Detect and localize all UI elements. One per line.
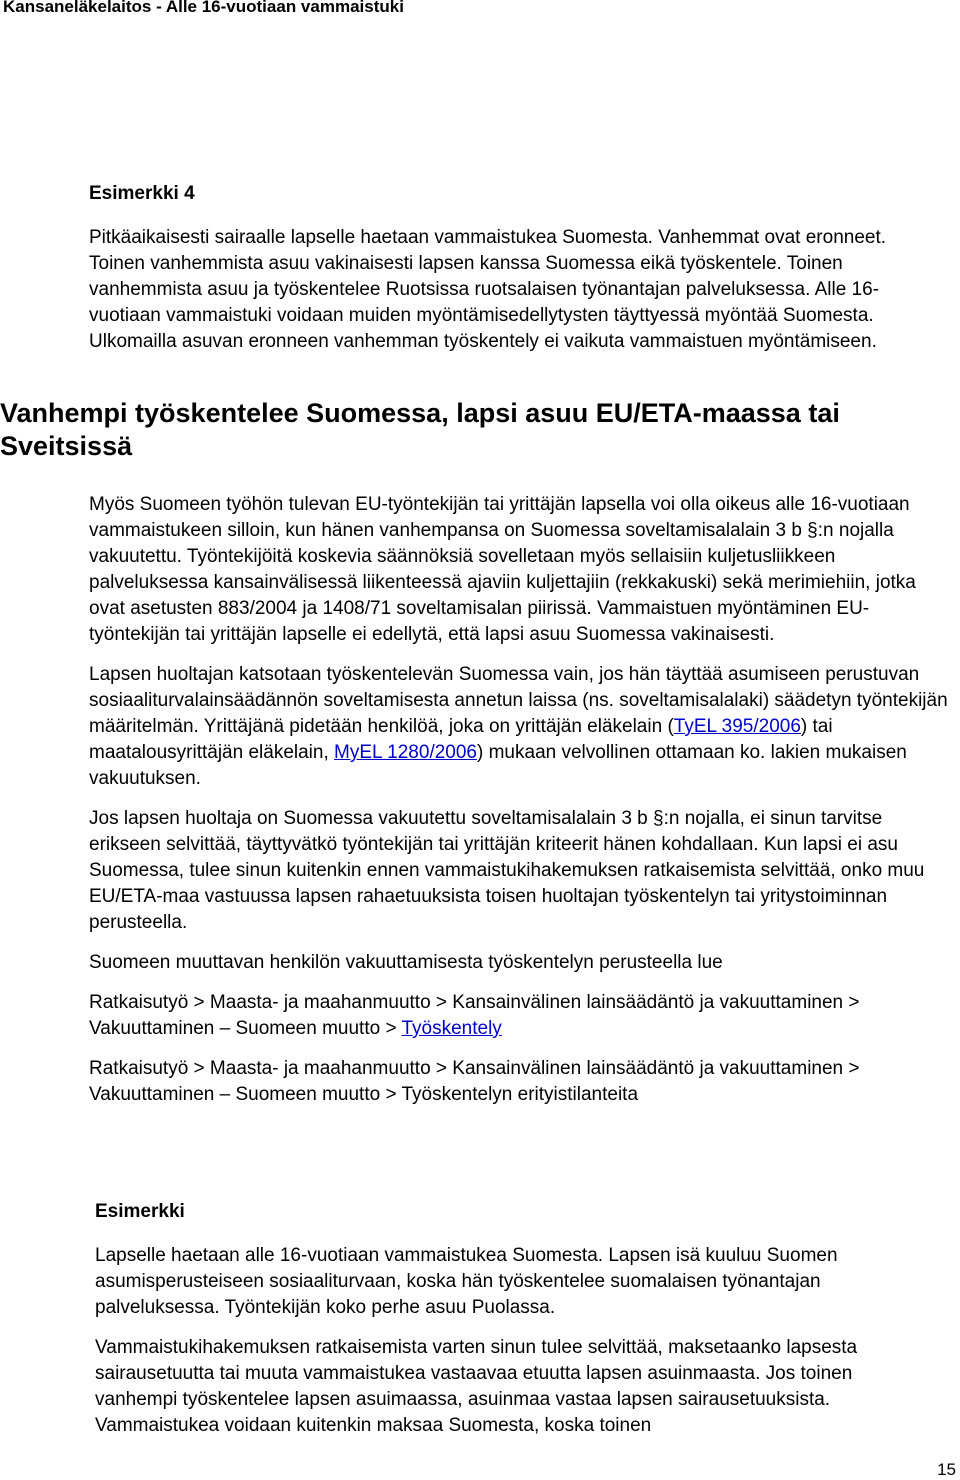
breadcrumb-path-1 (89, 990, 956, 1042)
example-4-block (89, 181, 919, 369)
example-title: Esimerkki (95, 1201, 185, 1222)
myel-law-link[interactable]: MyEL 1280/2006 (334, 742, 477, 763)
breadcrumb-path-2: Ratkaisutyö > Maasta- ja maahanmuutto > Kansainvälinen lainsäädäntö ja vakuuttaminen > Vakuuttaminen – Suomeen muutto > Työskentelyn erityistilanteita (89, 1058, 860, 1105)
section-paragraph-2 (89, 662, 956, 792)
document-header: Kansaneläkelaitos - Alle 16-vuotiaan vammaistuki (3, 0, 404, 16)
section-paragraph-1: Myös Suomeen työhön tulevan EU-työntekijän tai yrittäjän lapsella voi olla oikeus alle 16-vuotiaan vammaistukeen silloin, kun hänen vanhempansa on Suomessa soveltamisalalain 3 b §:n nojalla vakuutettu. Työntekijöitä koskevia säännöksiä sovelletaan myös sellaisiin kuljetusliikkeen palveluksessa kansainvälisessä liikenteessä ajaviin kuljettajiin (rekkakuski) sekä merimiehiin, jotka ovat asetusten 883/2004 ja 1408/71 soveltamisalan piirissä. Vammaistuen myöntäminen EU-työntekijän tai yrittäjän lapselle ei edellytä, että lapsi asuu Suomessa vakinaisesti. (89, 494, 916, 645)
section-paragraph-4: Suomeen muuttavan henkilön vakuuttamisesta työskentelyn perusteella lue (89, 952, 723, 973)
example-4-text: Pitkäaikaisesti sairaalle lapselle haetaan vammaistukea Suomesta. Vanhemmat ovat eronneet. Toinen vanhemmista asuu vakinaisesti lapsen kanssa Suomessa eikä työskentele. Toinen vanhemmista asuu ja työskentelee Ruotsissa ruotsalaisen työnantajan palveluksessa. Alle 16-vuotiaan vammaistuki voidaan muiden myöntämisedellytysten täyttyessä myöntää Suomesta. Ulkomailla asuvan eronneen vanhemman työskentely ei vaikuta vammaistuen myöntämiseen. (89, 227, 887, 352)
paragraph-2-text-before: Lapsen huoltajan katsotaan työskentelevän Suomessa vain, jos hän täyttää asumiseen perustuvan sosiaaliturvalainsäädännön soveltamisesta annetun laissa (ns. soveltamisalalaki) säädetyn työntekijän määritelmän. Yrittäjänä pidetään henkilöä, joka on yrittäjän eläkelain ( (89, 664, 948, 737)
section-heading: Vanhempi työskentelee Suomessa, lapsi asuu EU/ETA-maassa tai Sveitsissä (0, 398, 840, 461)
paragraph-2-text-after: ) mukaan velvollinen ottamaan ko. lakien mukaisen vakuutuksen. (89, 742, 907, 789)
section-parent-works-in-finland (0, 397, 958, 1122)
example-paragraph-2: Vammaistukihakemuksen ratkaisemista varten sinun tulee selvittää, maksetaanko lapsesta sairausetuutta tai muuta vammaistukea vastaavaa etuutta lapsen asuinmaasta. Jos toinen vanhempi työskentelee lapsen asuimaassa, asuinmaa vastaa lapsen sairausetuuksista. Vammaistukea voidaan kuitenkin maksaa Suomesta, koska toinen (95, 1337, 858, 1436)
example-4-title: Esimerkki 4 (89, 183, 195, 204)
tyoskentely-link[interactable]: Työskentely (401, 1018, 502, 1039)
breadcrumb-path-1-text: Ratkaisutyö > Maasta- ja maahanmuutto > Kansainvälinen lainsäädäntö ja vakuuttaminen > Vakuuttaminen – Suomeen muutto > (89, 992, 860, 1039)
tyel-law-link[interactable]: TyEL 395/2006 (673, 716, 801, 737)
section-paragraph-3: Jos lapsen huoltaja on Suomessa vakuutettu soveltamisalalain 3 b §:n nojalla, ei sinun tarvitse erikseen selvittää, täyttyvätkö työntekijän tai yrittäjän kriteerit hänen kohdallaan. Kun lapsi ei asu Suomessa, tulee sinun kuitenkin ennen vammaistukihakemuksen ratkaisemista selvittää, onko muu EU/ETA-maa vastuussa lapsen rahaetuuksista toisen huoltajan työskentelyn tai yritystoiminnan perusteella. (89, 808, 925, 933)
paragraph-2-text-middle: ) tai maatalousyrittäjän eläkelain, (89, 716, 833, 763)
page-number: 15 (937, 1460, 956, 1479)
example-block (95, 1199, 925, 1453)
example-paragraph-1: Lapselle haetaan alle 16-vuotiaan vammaistukea Suomesta. Lapsen isä kuuluu Suomen asumisperusteiseen sosiaaliturvaan, koska hän työskentelee suomalaisen työnantajan palveluksessa. Työntekijän koko perhe asuu Puolassa. (95, 1245, 838, 1318)
